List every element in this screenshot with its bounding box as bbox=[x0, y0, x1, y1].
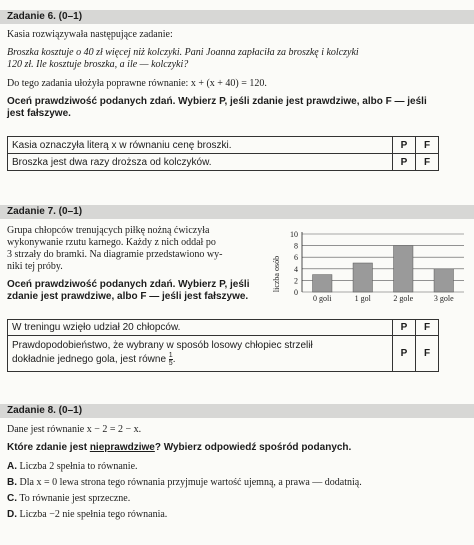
table-row bbox=[8, 320, 439, 336]
task6-equation: Do tego zadania ułożyła poprawne równanie: x + (x + 40) = 120. bbox=[7, 78, 267, 89]
statement-line1: Prawdopodobieństwo, że wybrany w sposób losowy chłopiec strzelił bbox=[12, 340, 313, 351]
task8-question bbox=[7, 442, 351, 454]
question-part: ? Wybierz odpowiedź spośród podanych. bbox=[154, 442, 352, 453]
statement-text: Broszka jest dwa razy droższa od kolczyków. bbox=[8, 154, 393, 171]
p-option[interactable]: P bbox=[393, 137, 416, 154]
bar bbox=[394, 246, 413, 292]
task6-intro: Kasia rozwiązywała następujące zadanie: bbox=[7, 29, 173, 40]
option-text: Liczba 2 spełnia to równanie. bbox=[19, 461, 138, 472]
task6-table bbox=[7, 136, 439, 171]
task7-instruction-line1: Oceń prawdziwość podanych zdań. Wybierz P, jeśli bbox=[7, 279, 250, 290]
option-letter: A. bbox=[7, 461, 17, 472]
bar bbox=[313, 275, 332, 292]
statement-line2: dokładnie jednego gola, jest równe bbox=[12, 354, 166, 366]
option-a[interactable] bbox=[7, 461, 138, 473]
y-tick-label: 4 bbox=[294, 264, 298, 274]
table-row bbox=[8, 336, 439, 372]
table-row bbox=[8, 154, 439, 171]
task7-instruction-line2: zdanie jest prawdziwe, albo F — jeśli jest fałszywe. bbox=[7, 291, 249, 302]
question-emphasis: nieprawdziwe bbox=[89, 442, 155, 453]
goals-bar-chart bbox=[268, 226, 468, 308]
task7-text-line3: 3 strzały do bramki. Na diagramie przedstawiono wy- bbox=[7, 249, 223, 260]
task8-header: Zadanie 8. (0–1) bbox=[0, 404, 474, 418]
y-tick-label: 6 bbox=[294, 253, 298, 263]
y-tick-label: 0 bbox=[294, 288, 298, 297]
statement-end: . bbox=[172, 354, 176, 366]
y-tick-label: 2 bbox=[294, 276, 298, 286]
option-text: Dla x = 0 lewa strona tego równania przyjmuje wartość ujemną, a prawa — dodatnią. bbox=[19, 477, 362, 488]
p-option[interactable]: P bbox=[393, 336, 416, 372]
task6-header: Zadanie 6. (0–1) bbox=[0, 10, 474, 24]
task6-instruction-line2: jest fałszywe. bbox=[7, 108, 71, 119]
task6-instruction-line1: Oceń prawdziwość podanych zdań. Wybierz P, jeśli zdanie jest prawdziwe, albo F — jeśli bbox=[7, 96, 427, 107]
x-tick-label: 3 gole bbox=[433, 294, 454, 303]
task7-text-line1: Grupa chłopców trenujących piłkę nożną ćwiczyła bbox=[7, 225, 210, 236]
task8-equation: Dane jest równanie x − 2 = 2 − x. bbox=[7, 424, 142, 435]
fraction-numerator: 1 bbox=[168, 352, 173, 359]
option-text: Liczba −2 nie spełnia tego równania. bbox=[19, 509, 168, 520]
f-option[interactable]: F bbox=[416, 336, 439, 372]
option-letter: B. bbox=[7, 477, 17, 488]
f-option[interactable]: F bbox=[416, 154, 439, 171]
question-part: Które zdanie jest bbox=[7, 442, 90, 453]
bar bbox=[434, 269, 453, 292]
table-row bbox=[8, 137, 439, 154]
x-tick-label: 1 gol bbox=[354, 294, 371, 303]
statement-text bbox=[8, 336, 393, 372]
statement-text: Kasia oznaczyła literą x w równaniu cenę broszki. bbox=[8, 137, 393, 154]
task7-text-line2: wykonywanie rzutu karnego. Każdy z nich oddał po bbox=[7, 237, 216, 248]
task7-header: Zadanie 7. (0–1) bbox=[0, 205, 474, 219]
task6-problem-line1: Broszka kosztuje o 40 zł więcej niż kolczyki. Pani Joanna zapłaciła za broszkę i kolczyki bbox=[7, 47, 359, 58]
f-option[interactable]: F bbox=[416, 320, 439, 336]
p-option[interactable]: P bbox=[393, 154, 416, 171]
fraction-denominator: 5 bbox=[168, 360, 173, 367]
y-tick-label: 10 bbox=[290, 230, 298, 239]
option-text: To równanie jest sprzeczne. bbox=[19, 493, 131, 504]
statement-text: W treningu wzięło udział 20 chłopców. bbox=[8, 320, 393, 336]
task7-table bbox=[7, 319, 439, 372]
option-letter: D. bbox=[7, 509, 17, 520]
option-c[interactable] bbox=[7, 493, 130, 505]
x-tick-label: 2 gole bbox=[393, 294, 414, 303]
option-d[interactable] bbox=[7, 509, 167, 521]
x-tick-label: 0 goli bbox=[313, 294, 332, 303]
bar bbox=[353, 263, 372, 292]
y-tick-label: 8 bbox=[294, 241, 298, 251]
option-b[interactable] bbox=[7, 477, 362, 489]
f-option[interactable]: F bbox=[416, 137, 439, 154]
task6-problem-line2: 120 zł. Ile kosztuje broszka, a ile — kolczyki? bbox=[7, 59, 189, 70]
option-letter: C. bbox=[7, 493, 17, 504]
y-axis-label: liczba osób bbox=[272, 255, 281, 293]
p-option[interactable]: P bbox=[393, 320, 416, 336]
task7-text-line4: niki tej próby. bbox=[7, 261, 63, 272]
